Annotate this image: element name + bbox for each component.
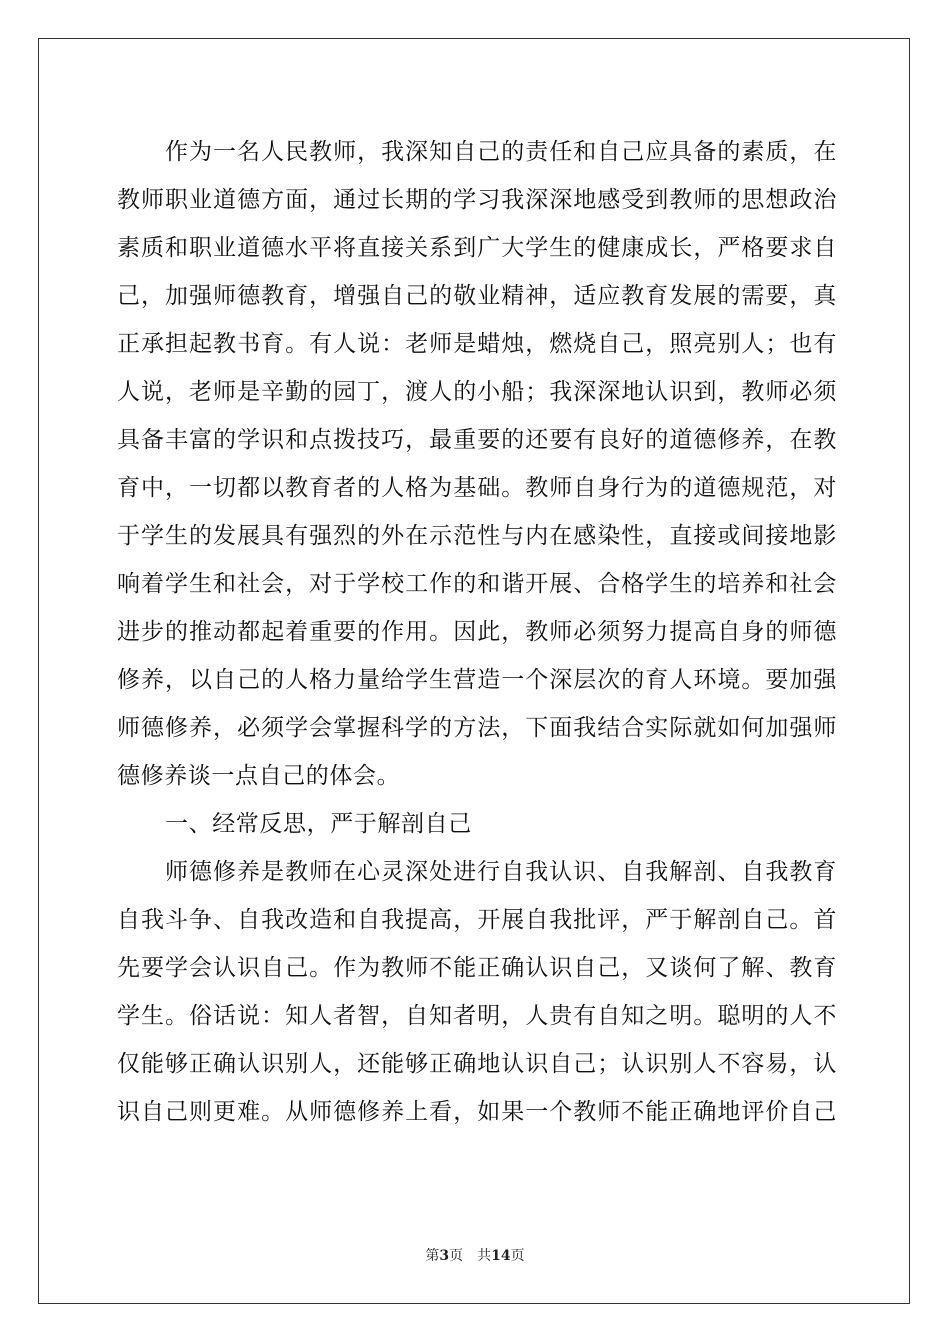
paragraph-line: 人说，老师是辛勤的园丁，渡人的小船；我深深地认识到，教师必须: [117, 379, 837, 405]
paragraph-line: 正承担起教书育。有人说：老师是蜡烛，燃烧自己，照亮别人；也有: [117, 331, 837, 357]
total-suffix: 页: [510, 1248, 525, 1264]
paragraph-line: 师德修养，必须学会掌握科学的方法，下面我结合实际就如何加强师: [117, 715, 837, 741]
paragraph-line: 具备丰富的学识和点拨技巧，最重要的还要有良好的道德修养，在教: [117, 427, 837, 453]
current-page-number: 3: [439, 1248, 450, 1264]
paragraph-line: 修养，以自己的人格力量给学生营造一个深层次的育人环境。要加强: [117, 667, 837, 693]
paragraph-line: 识自己则更难。从师德修养上看，如果一个教师不能正确地评价自己: [117, 1099, 837, 1125]
page-prefix: 第: [425, 1248, 440, 1264]
total-prefix: 共: [477, 1248, 492, 1264]
section-heading: 一、经常反思，严于解剖自己: [165, 811, 472, 837]
paragraph-line: 进步的推动都起着重要的作用。因此，教师必须努力提高自身的师德: [117, 619, 837, 645]
paragraph-line: 育中，一切都以教育者的人格为基础。教师自身行为的道德规范，对: [117, 475, 837, 501]
document-body: [117, 128, 837, 1136]
paragraph-line: 己，加强师德教育，增强自己的敬业精神，适应教育发展的需要，真: [117, 283, 837, 309]
paragraph-line: 自我斗争、自我改造和自我提高，开展自我批评，严于解剖自己。首: [117, 907, 837, 933]
paragraph-line: 教师职业道德方面，通过长期的学习我深深地感受到教师的思想政治: [117, 187, 837, 213]
paragraph-line: 学生。俗话说：知人者智，自知者明，人贵有自知之明。聪明的人不: [117, 1003, 837, 1029]
paragraph-line: 于学生的发展具有强烈的外在示范性与内在感染性，直接或间接地影: [117, 523, 837, 549]
paragraph-line: 师德修养是教师在心灵深处进行自我认识、自我解剖、自我教育: [165, 859, 837, 885]
paragraph-line: 先要学会认识自己。作为教师不能正确认识自己，又谈何了解、教育: [117, 955, 837, 981]
page-footer: [0, 1245, 950, 1265]
paragraph-line: 作为一名人民教师，我深知自己的责任和自己应具备的素质，在: [165, 139, 837, 165]
paragraph-line: 德修养谈一点自己的体会。: [117, 763, 401, 789]
paragraph-line: 响着学生和社会，对于学校工作的和谐开展、合格学生的培养和社会: [117, 571, 837, 597]
total-page-count: 14: [491, 1248, 511, 1264]
page-suffix: 页: [449, 1248, 464, 1264]
paragraph-line: 素质和职业道德水平将直接关系到广大学生的健康成长，严格要求自: [117, 235, 837, 261]
paragraph-line: 仅能够正确认识别人，还能够正确地认识自己；认识别人不容易，认: [117, 1051, 837, 1077]
